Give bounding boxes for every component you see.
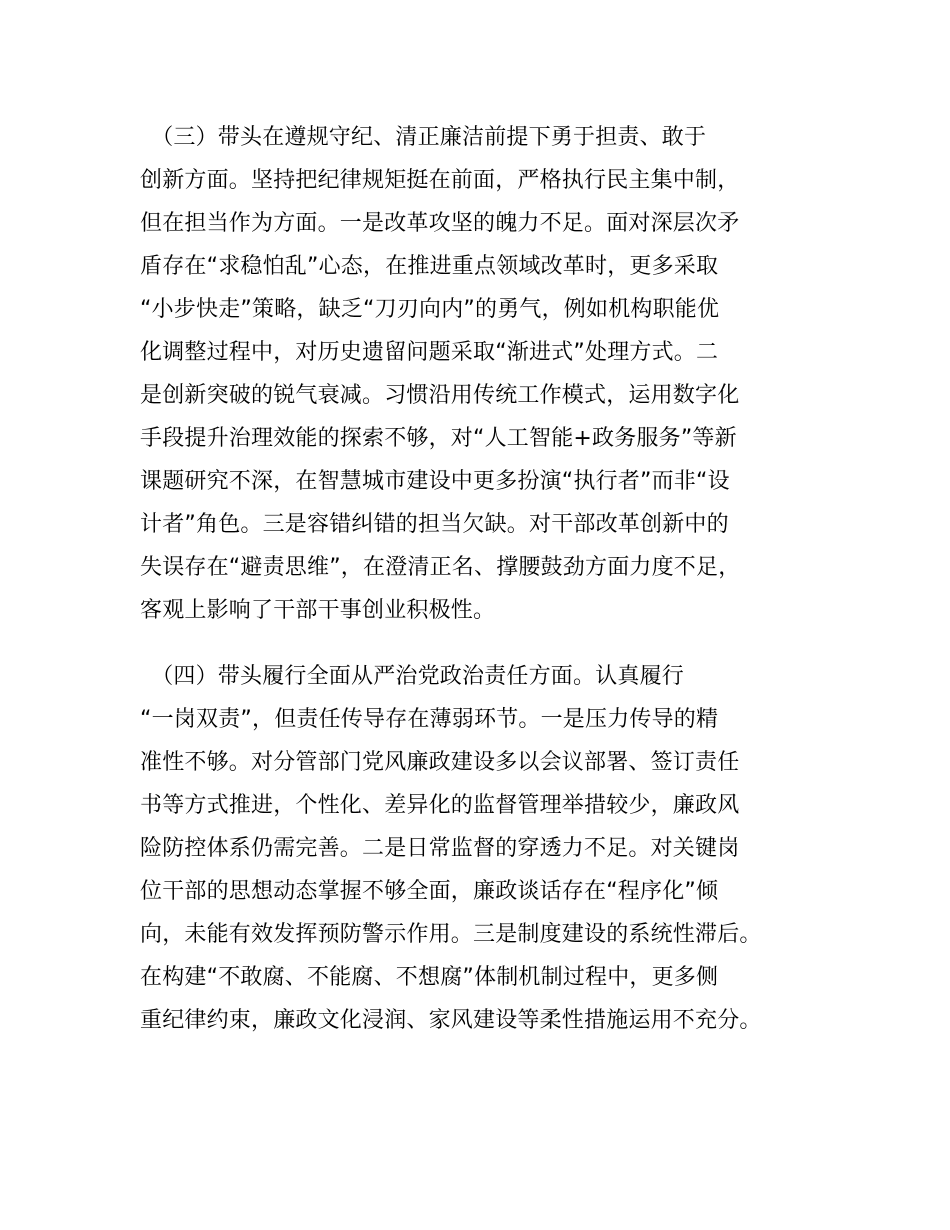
text-line: 书等方式推进，个性化、差异化的监督管理举措较少，廉政风 (140, 793, 740, 818)
text-line: 位干部的思想动态掌握不够全面，廉政谈话存在“程序化”倾 (140, 879, 719, 904)
text-line: （三）带头在遵规守纪、清正廉洁前提下勇于担责、敢于 (140, 125, 707, 150)
text-line: 计者”角色。三是容错纠错的担当欠缺。对干部改革创新中的 (140, 512, 729, 537)
text-line: 险防控体系仍需完善。二是日常监督的穿透力不足。对关键岗 (140, 836, 740, 861)
text-line: 课题研究不深，在智慧城市建设中更多扮演“执行者”而非“设 (140, 469, 730, 494)
text-line: 重纪律约束，廉政文化浸润、家风建设等柔性措施运用不充分。 (140, 1008, 762, 1033)
text-line: “一岗双责”，但责任传导存在薄弱环节。一是压力传导的精 (140, 707, 719, 732)
text-line: 化调整过程中，对历史遗留问题采取“渐进式”处理方式。二 (140, 340, 719, 365)
text-line: 手段提升治理效能的探索不够，对“人工智能+政务服务”等新 (140, 426, 737, 451)
paragraph-section-4 (140, 655, 840, 1042)
text-line: 但在担当作为方面。一是改革攻坚的魄力不足。面对深层次矛 (140, 211, 740, 236)
text-line: 盾存在“求稳怕乱”心态，在推进重点领域改革时，更多采取 (140, 254, 719, 279)
text-line: 准性不够。对分管部门党风廉政建设多以会议部署、签订责任 (140, 750, 740, 775)
text-line: “小步快走”策略，缺乏“刀刃向内”的勇气，例如机构职能优 (140, 297, 720, 322)
text-line: （四）带头履行全面从严治党政治责任方面。认真履行 (140, 664, 685, 689)
text-line: 创新方面。坚持把纪律规矩挺在前面，严格执行民主集中制， (140, 168, 740, 193)
text-line: 在构建“不敢腐、不能腐、不想腐”体制机制过程中，更多侧 (140, 965, 719, 990)
text-line: 失误存在“避责思维”，在澄清正名、撑腰鼓劲方面力度不足， (140, 555, 741, 580)
text-line: 客观上影响了干部干事创业积极性。 (140, 598, 496, 623)
text-line: 向，未能有效发挥预防警示作用。三是制度建设的系统性滞后。 (140, 922, 762, 947)
paragraph-section-3 (140, 116, 840, 632)
text-line: 是创新突破的锐气衰减。习惯沿用传统工作模式，运用数字化 (140, 383, 740, 408)
